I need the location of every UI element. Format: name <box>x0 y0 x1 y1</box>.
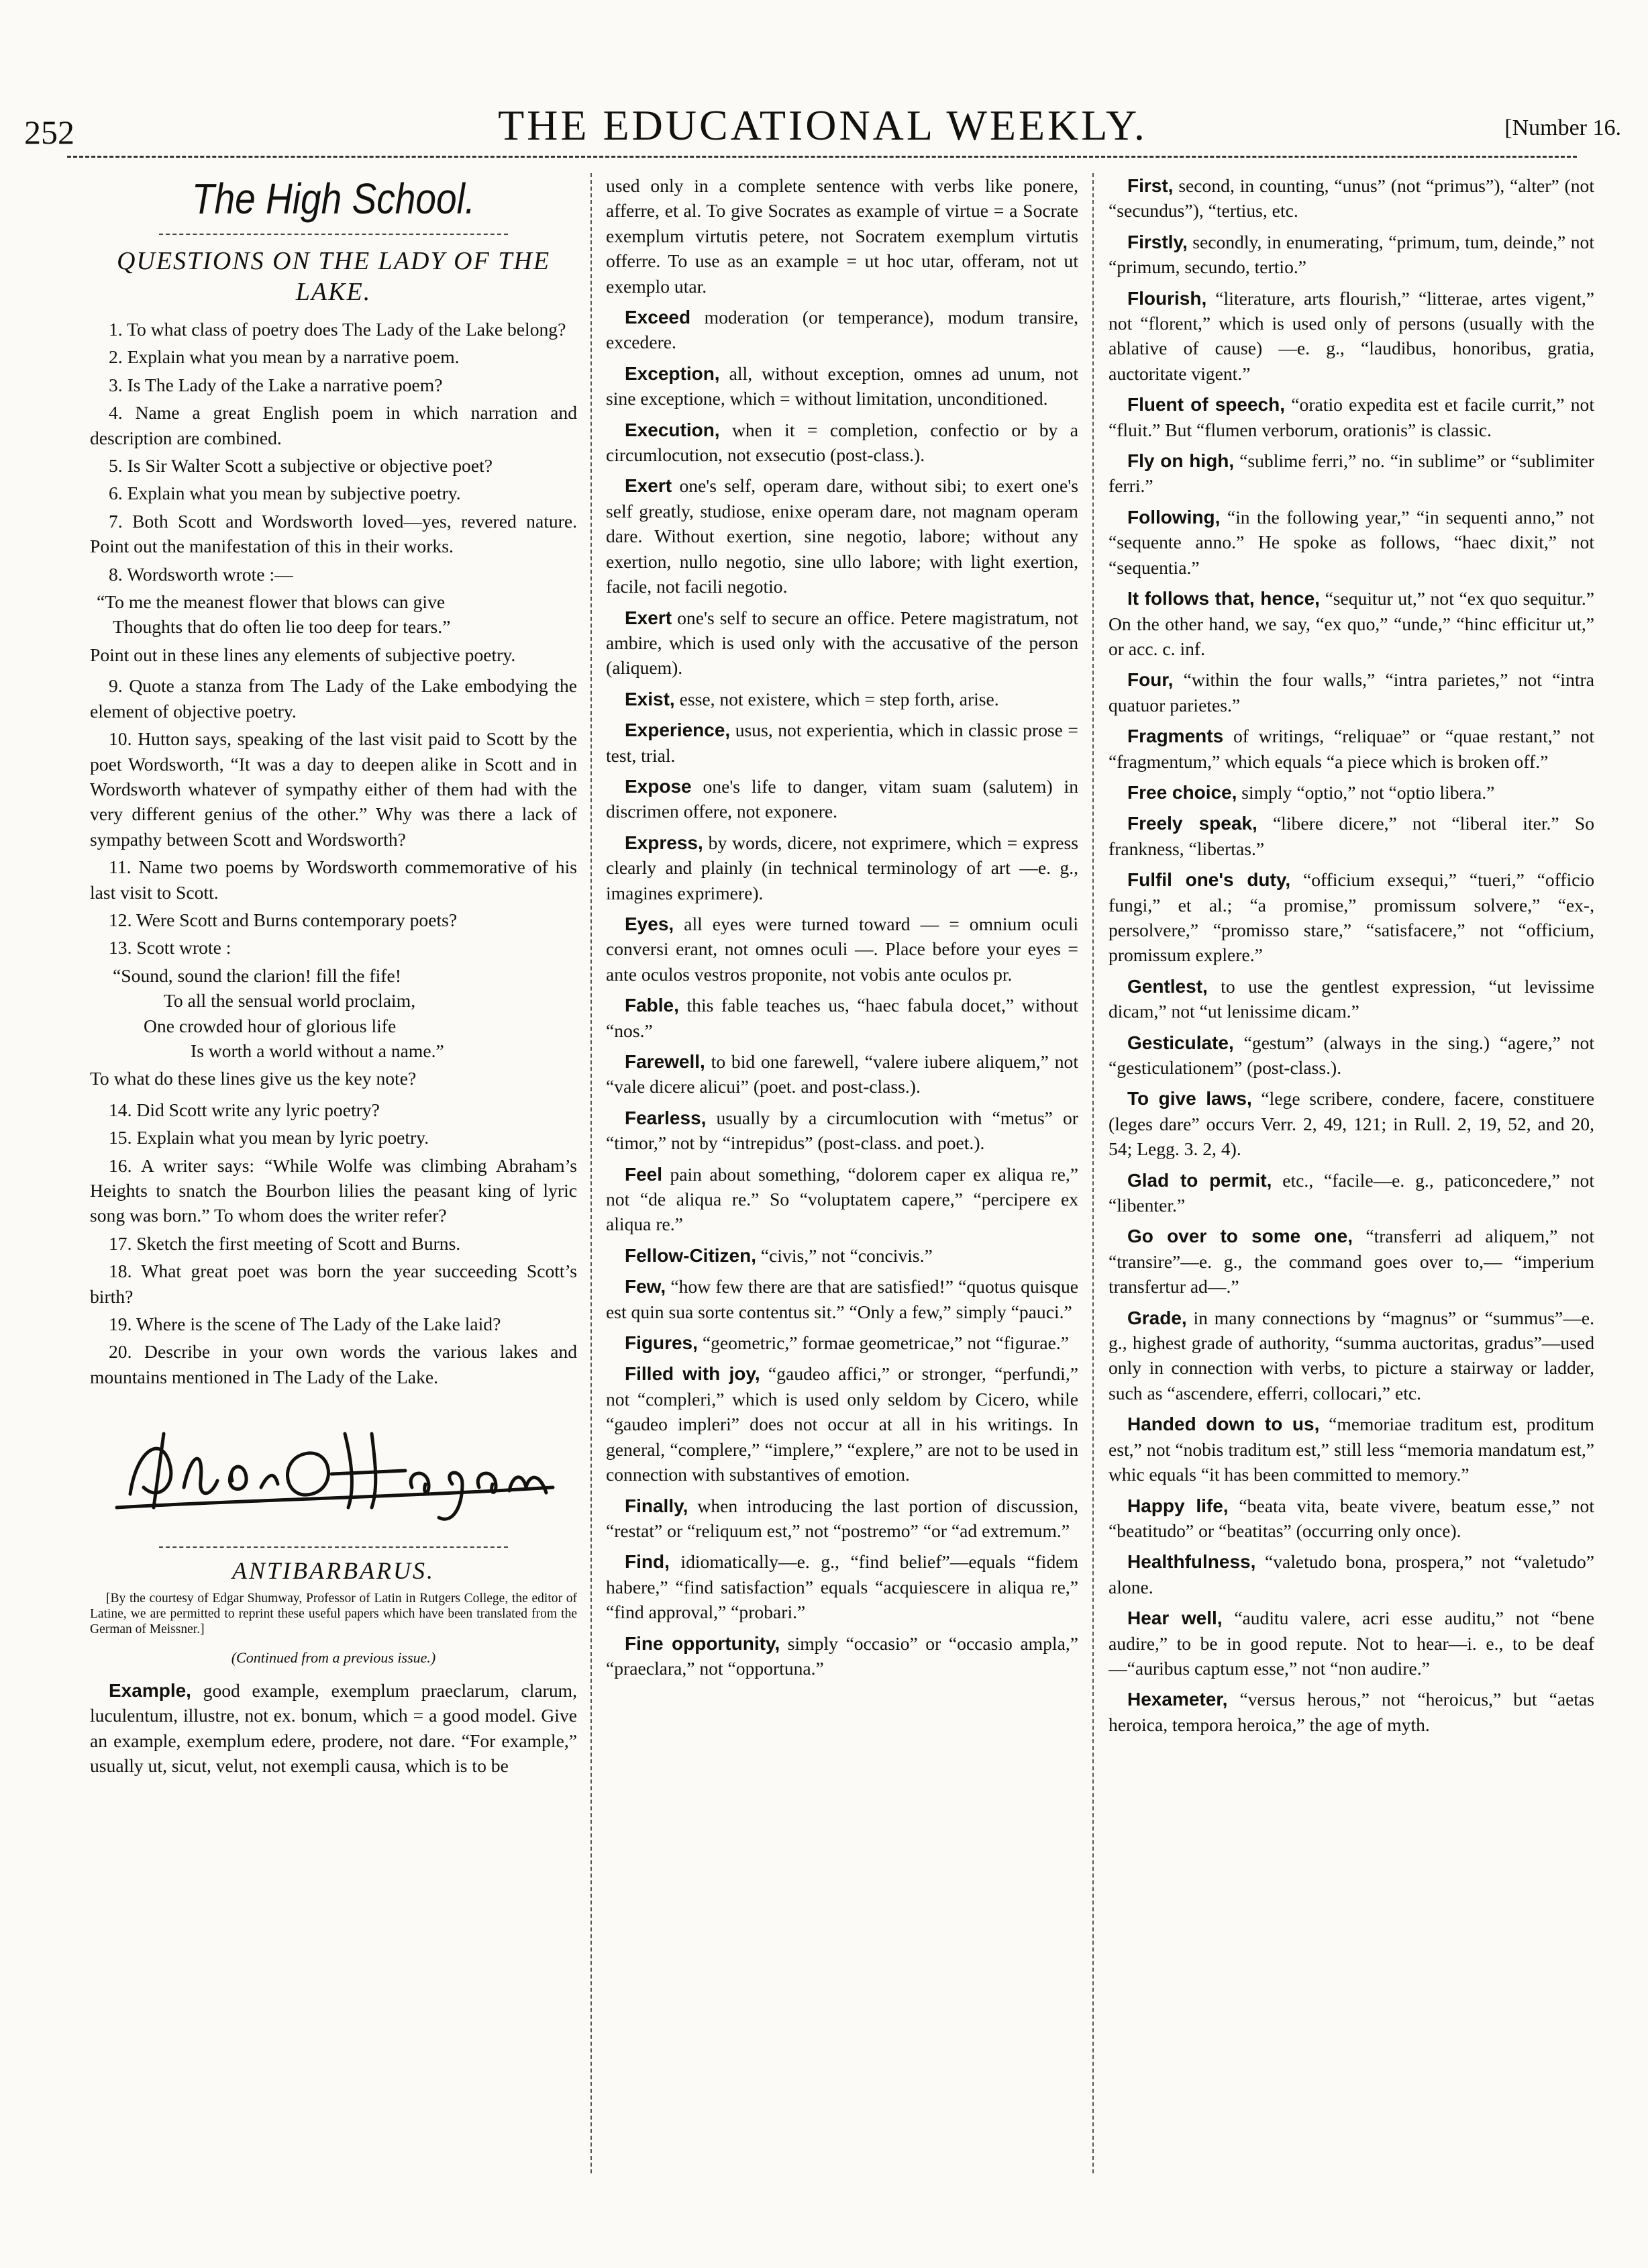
glossary-entry <box>1109 392 1594 442</box>
entry-text: “within the four walls,” “intra parietes,” not “intra quatuor parietes.” <box>1109 669 1594 716</box>
glossary-entry <box>1109 1493 1594 1544</box>
entry-text: “valetudo bona, prospera,” not “valetudo” alone. <box>1109 1551 1594 1597</box>
entry-text: “oratio expedita est et facile currit,” not “fluit.” But “flumen verborum, orationis” is classic. <box>1109 394 1594 440</box>
entry-text: “auditu valere, acri esse auditu,” not “bene audire,” to be in good repute. Not to hear—i. e., to be deaf—“auribus captum esse,” not “non audire.” <box>1109 1608 1594 1679</box>
entry-headword: Handed down to us, <box>1127 1414 1320 1435</box>
entry-headword: Healthfulness, <box>1127 1551 1256 1573</box>
glossary-entry <box>1109 505 1594 580</box>
entry-text: idiomatically—e. g., “find belief”—equals “fidem habere,” “find satisfaction” equals “acquiescere in aliqua re,” “find approval,” “probari.” <box>606 1551 1078 1623</box>
entry-text: “geometric,” formae geometricae,” not “figurae.” <box>697 1332 1070 1354</box>
entry-headword: Fine opportunity, <box>625 1632 780 1654</box>
header-rule <box>67 156 1577 158</box>
question: 3. Is The Lady of the Lake a narrative poem? <box>109 374 443 395</box>
entry-headword: Happy life, <box>1127 1495 1229 1516</box>
entry-headword: Fulfil one's duty, <box>1127 869 1291 891</box>
entry-headword: Flourish, <box>1127 287 1207 309</box>
entry-text: to use the gentlest expression, “ut levissime dicam,” not “ut lenissime dicam.” <box>1109 975 1594 1022</box>
entry-headword: Gesticulate, <box>1127 1032 1234 1053</box>
glossary-entry <box>606 718 1078 768</box>
entry-text: one's self to secure an office. Petere magistratum, not ambire, which is used only with the accusative of the person (aliquem). <box>606 607 1078 679</box>
entry-text: “transferri ad aliquem,” not “transire”—e. g., the command goes over to,— “imperium transfertur ad—.” <box>1109 1226 1594 1297</box>
entry-headword: Fearless, <box>625 1107 707 1128</box>
entry-headword: Fluent of speech, <box>1127 394 1286 415</box>
entry-headword: Exceed <box>625 307 691 328</box>
entry-headword: Fellow-Citizen, <box>625 1244 756 1266</box>
verse-line: To all the sensual world proclaim, <box>164 990 416 1012</box>
verse-line: Thoughts that do often lie too deep for tears.” <box>113 616 451 638</box>
entry-headword: Grade, <box>1127 1307 1187 1328</box>
entry-text: by words, dicere, not exprimere, which = express clearly and plainly (in technical terminology of art —e. g., imagines exprimere). <box>606 832 1078 903</box>
glossary-entry <box>1109 1030 1594 1081</box>
entry-headword: First, <box>1127 175 1174 196</box>
glossary-entry <box>1109 780 1594 805</box>
glossary-entry <box>1109 1606 1594 1681</box>
glossary-entry <box>1109 1305 1594 1406</box>
column-3 <box>1109 173 1594 2207</box>
entry-headword: To give laws, <box>1127 1088 1252 1110</box>
entry-headword: Exception, <box>625 362 720 384</box>
glossary-entry <box>1109 586 1594 661</box>
entry-headword: Four, <box>1127 669 1174 691</box>
entry-text: one's life to danger, vitam suam (salutem) in discrimen offere, not exponere. <box>606 775 1078 822</box>
glossary-entry <box>606 1162 1078 1237</box>
glossary-entry <box>606 361 1078 411</box>
entry-headword: Feel <box>625 1163 663 1185</box>
question: 7. Both Scott and Wordsworth loved—yes, revered nature. Point out the manifestation of this in their works. <box>90 510 577 557</box>
question: 18. What great poet was born the year succeeding Scott’s birth? <box>90 1261 577 1307</box>
glossary-entry <box>1109 1224 1594 1299</box>
credit-note: [By the courtesy of Edgar Shumway, Professor of Latin in Rutgers College, the editor of Latine, we are permitted to reprint these useful papers which have been translated from the German of Meissner.] <box>90 1591 577 1636</box>
glossary-entry <box>1109 1687 1594 1737</box>
page-header <box>24 101 1621 161</box>
glossary-entry <box>1109 1168 1594 1218</box>
question: 13. Scott wrote : <box>109 937 231 958</box>
entry-text: good example, exemplum praeclarum, clarum, luculentum, illustre, not ex. bonum, which = a good model. Give an example, exemplum edere, prodere, not dare. “For example,” usually ut, sicut, velut, not exempli causa, which is to be <box>90 1680 577 1777</box>
question: 15. Explain what you mean by lyric poetry. <box>109 1127 429 1148</box>
entry-text: etc., “facile—e. g., paticoncedere,” not “libenter.” <box>1109 1169 1594 1216</box>
question: 9. Quote a stanza from The Lady of the Lake embodying the element of objective poetry. <box>90 675 577 722</box>
entry-headword: Express, <box>625 832 703 853</box>
entry-text: “libere dicere,” not “liberal iter.” So frankness, “libertas.” <box>1109 813 1594 859</box>
quote-wordsworth <box>90 589 577 640</box>
entry-headword: Following, <box>1127 506 1221 528</box>
glossary-entry <box>606 774 1078 824</box>
entry-text: “gaudeo affici,” or stronger, “perfundi,” not “compleri,” which is used only seldom by Cicero, while “gaudeo impleri” does not occur at all in his writings. In general, “complere,” “implere,” “explere,” are not to be used in connection with substantives of emotion. <box>606 1363 1078 1485</box>
glossary-entry <box>606 473 1078 599</box>
glossary-entry <box>90 1678 577 1779</box>
entry-text: simply “occasio” or “occasio ampla,” “praeclara,” not “opportuna.” <box>606 1632 1078 1679</box>
glossary-entry <box>606 605 1078 681</box>
entry-headword: Execution, <box>625 419 720 440</box>
glossary-entry <box>606 1243 1078 1268</box>
question: 2. Explain what you mean by a narrative poem. <box>109 346 460 368</box>
question: 4. Name a great English poem in which narration and description are combined. <box>90 402 577 448</box>
entry-headword: Finally, <box>625 1495 688 1516</box>
entry-headword: Find, <box>625 1551 670 1573</box>
column-1 <box>90 173 577 2207</box>
section-rule <box>159 1546 508 1548</box>
entry-text: when it = completion, confectio or by a circumlocution, not exsecutio (post-class.). <box>606 419 1078 466</box>
entry-text: “gestum” (always in the sing.) “agere,” not “gesticulationem” (post-class.). <box>1109 1032 1594 1078</box>
entry-headword: Fly on high, <box>1127 450 1235 472</box>
entry-headword: Exert <box>625 475 672 497</box>
glossary-entry <box>606 1105 1078 1156</box>
question: 19. Where is the scene of The Lady of the Lake laid? <box>109 1314 501 1335</box>
entry-text: “civis,” not “concivis.” <box>756 1244 933 1266</box>
glossary-entry <box>1109 724 1594 774</box>
entry-headword: It follows that, hence, <box>1127 588 1320 609</box>
entry-headword: Gentlest, <box>1127 975 1208 997</box>
handwritten-signature <box>90 1407 577 1534</box>
question-continuation: To what do these lines give us the key note? <box>90 1068 417 1089</box>
entry-headword: Glad to permit, <box>1127 1169 1272 1191</box>
entry-text: “sublime ferri,” no. “in sublime” or “sublimiter ferri.” <box>1109 450 1594 497</box>
entry-headword: Expose <box>625 775 692 797</box>
article-title: QUESTIONS ON THE LADY OF THE LAKE. <box>116 247 551 306</box>
continued-note: (Continued from a previous issue.) <box>231 1648 436 1666</box>
entry-text: usually by a circumlocution with “metus” or “timor,” not by “intrepidus” (post-class. and poet.). <box>606 1107 1078 1154</box>
verse-line: “To me the meanest flower that blows can give <box>97 591 446 613</box>
entry-headword: Free choice, <box>1127 781 1237 803</box>
column-divider <box>590 173 592 2173</box>
question: 8. Wordsworth wrote :— <box>109 563 293 585</box>
antibarbarus-title: ANTIBARBARUS. <box>232 1557 435 1585</box>
glossary-entry <box>1109 286 1594 387</box>
entry-text: simply “optio,” not “optio libera.” <box>1237 781 1495 803</box>
glossary-entry <box>1109 1086 1594 1161</box>
entry-text: to bid one farewell, “valere iubere aliquem,” not “vale dicere alicui” (poet. and post-class.). <box>606 1051 1078 1097</box>
section-title: The High School. <box>191 175 476 223</box>
glossary-entry <box>606 1274 1078 1324</box>
question: 12. Were Scott and Burns contemporary poets? <box>109 909 458 930</box>
entry-text: when introducing the last portion of discussion, “restat” or “reliquum est,” not “postremo” “or “ad extremum.” <box>606 1495 1078 1541</box>
entry-headword: Example, <box>109 1680 191 1702</box>
page-number: 252 <box>24 113 74 151</box>
entry-headword: Fragments <box>1127 726 1224 747</box>
glossary-entry <box>1109 1412 1594 1487</box>
entry-text: all eyes were turned toward — = omnium oculi conversi erant, not omnes oculi —. Place before your eyes = ante oculos vestros proponite, not vobis ante oculos pr. <box>606 913 1078 985</box>
entry-text: moderation (or temperance), modum transire, excedere. <box>606 307 1078 353</box>
quote-scott <box>90 963 577 1064</box>
entry-text: “sequitur ut,” not “ex quo sequitur.” On the other hand, we say, “ex quo,” “unde,” “hinc efficitur ut,” or acc. c. inf. <box>1109 588 1594 659</box>
question-list <box>90 317 577 1389</box>
glossary-entry <box>606 1330 1078 1355</box>
entry-continuation: used only in a complete sentence with verbs like ponere, afferre, et al. To give Socrates as example of virtue = a Socrate exemplum virtutis petere, not Socratem exemplum virtutis offerre. To use as an example = ut hoc utar, offeram, not ut exemplo utar. <box>606 175 1078 297</box>
entry-text: pain about something, “dolorem caper ex aliqua re,” not “de aliqua re.” So “voluptatem capere,” “percipere ex aliqua re.” <box>606 1163 1078 1235</box>
entry-text: second, in counting, “unus” (not “primus”), “alter” (not “secundus”), “tertius, etc. <box>1109 175 1594 221</box>
question: 16. A writer says: “While Wolfe was climbing Abraham’s Heights to snatch the Bourbon lilies the peasant king of lyric song was born.” To whom does the writer refer? <box>90 1154 577 1226</box>
entry-text: “literature, arts flourish,” “litterae, artes vigent,” not “florent,” which is used only of persons (usually with the ablative of cause) —e. g., “laudibus, honoribus, gratia, auctoritate vigent.” <box>1109 287 1594 384</box>
question: 11. Name two poems by Wordsworth commemorative of his last visit to Scott. <box>90 856 577 903</box>
column-divider <box>1092 173 1094 2173</box>
question: 1. To what class of poetry does The Lady of the Lake belong? <box>109 319 566 340</box>
question: 6. Explain what you mean by subjective poetry. <box>109 483 461 504</box>
question: 20. Describe in your own words the various lakes and mountains mentioned in The Lady of the Lake. <box>90 1341 577 1387</box>
entry-text: “versus herous,” not “heroicus,” but “aetas heroica, tempora heroica,” the age of myth. <box>1109 1689 1594 1735</box>
section-rule <box>159 234 508 235</box>
entry-text: of writings, “reliquae” or “quae restant,” not “fragmentum,” which equals “a piece which is broken off.” <box>1109 726 1594 772</box>
glossary-entry <box>1109 448 1594 499</box>
entry-headword: Farewell, <box>625 1051 705 1072</box>
glossary-entry <box>606 1361 1078 1487</box>
entry-text: this fable teaches us, “haec fabula docet,” without “nos.” <box>606 995 1078 1041</box>
glossary-entry <box>1109 667 1594 718</box>
entry-text: “beata vita, beate vivere, beatum esse,” not “beatitudo” or “beatitas” (occurring only once). <box>1109 1495 1594 1541</box>
verse-line: Is worth a world without a name.” <box>191 1040 444 1061</box>
entry-headword: Fable, <box>625 995 679 1016</box>
glossary-entry <box>1109 867 1594 968</box>
glossary-entry <box>606 830 1078 905</box>
entry-text: usus, not experientia, which in classic prose = test, trial. <box>606 720 1078 766</box>
entry-headword: Figures, <box>625 1332 698 1354</box>
entry-text: “how few there are that are satisfied!” “quotus quisque est quin sua sorte contentus sit.” “Only a few,” simply “pauci.” <box>606 1276 1078 1322</box>
question: 10. Hutton says, speaking of the last visit paid to Scott by the poet Wordsworth, “It was a day to deepen alike in Scott and in Wordsworth whatever of sympathy either of them had with the very different genius of the other.” Why was there a lack of sympathy between Scott and Wordsworth? <box>90 728 577 850</box>
verse-line: “Sound, sound the clarion! fill the fife! <box>113 965 401 986</box>
glossary-entry <box>1109 230 1594 280</box>
entry-headword: Eyes, <box>625 913 674 934</box>
entry-headword: Experience, <box>625 720 731 741</box>
glossary-entry <box>606 1549 1078 1624</box>
entry-headword: Filled with joy, <box>625 1363 760 1385</box>
entry-text: “memoriae traditum est, proditum est,” not “nobis traditum est,” still less “memoria mandatum est,” whic equals “it has been committed to memory.” <box>1109 1414 1594 1485</box>
issue-number: [Number 16. <box>1504 115 1621 140</box>
verse-line: One crowded hour of glorious life <box>144 1015 397 1036</box>
glossary-entry <box>606 911 1078 987</box>
entry-text: “lege scribere, condere, facere, constituere (leges dare” occurs Verr. 2, 49, 121; in Rull. 2, 19, 52, and 20, 54; Legg. 3. 2, 4). <box>1109 1088 1594 1160</box>
entry-headword: Hear well, <box>1127 1608 1223 1629</box>
glossary-entry <box>606 687 1078 711</box>
entry-text: in many connections by “magnus” or “summus”—e. g., highest grade of authority, “summa auctoritas, gradus”—used only in connection with verbs, to picture a stairway or ladder, such as “ascendere, efferri, collocari,” etc. <box>1109 1307 1594 1403</box>
column-2 <box>606 173 1078 2207</box>
entry-headword: Hexameter, <box>1127 1689 1228 1710</box>
glossary-entry <box>606 417 1078 468</box>
entry-text: “officium exsequi,” “tueri,” “officio fungi,” et al.; “a promise,” promissum solvere,” “ex-, persolvere,” “promisso stare,” “satisfacere,” not “officium, promissum explere.” <box>1109 869 1594 966</box>
glossary-entry <box>606 993 1078 1043</box>
glossary-entry <box>1109 974 1594 1024</box>
entry-headword: Few, <box>625 1276 666 1297</box>
entry-text: secondly, in enumerating, “primum, tum, deinde,” not “primum, secundo, tertio.” <box>1109 231 1594 278</box>
glossary-entry <box>1109 811 1594 861</box>
entry-headword: Freely speak, <box>1127 813 1257 834</box>
question: 17. Sketch the first meeting of Scott and Burns. <box>109 1232 461 1254</box>
entry-headword: Firstly, <box>1127 231 1188 252</box>
question: 5. Is Sir Walter Scott a subjective or objective poet? <box>109 455 493 477</box>
entry-text: “in the following year,” “in sequenti anno,” not “sequente anno.” He spoke as follows, “haec dixit,” not “sequentia.” <box>1109 506 1594 578</box>
entry-headword: Go over to some one, <box>1127 1226 1353 1247</box>
signature-image <box>90 1407 577 1534</box>
glossary-entry <box>606 1631 1078 1681</box>
entry-text: one's self, operam dare, without sibi; to exert one's self greatly, studiose, enixe operam dare, not magnam operam dare. Without exertion, sine negotio, labore; without any exertion, nullo negotio, sine ullo labore; with light exertion, facile, not facili negotio. <box>606 475 1078 597</box>
glossary-entry <box>1109 1549 1594 1599</box>
entry-headword: Exert <box>625 607 672 628</box>
question: 14. Did Scott write any lyric poetry? <box>109 1099 380 1120</box>
glossary-entry <box>606 305 1078 355</box>
question-continuation: Point out in these lines any elements of subjective poetry. <box>90 644 516 665</box>
glossary-entry <box>606 1049 1078 1099</box>
entry-text: all, without exception, omnes ad unum, not sine exceptione, which = without limitation, unconditioned. <box>606 362 1078 409</box>
entry-headword: Exist, <box>625 688 675 709</box>
glossary-entry <box>1109 173 1594 224</box>
entry-text: esse, not existere, which = step forth, arise. <box>674 688 999 709</box>
glossary-entry <box>606 1493 1078 1544</box>
journal-title: THE EDUCATIONAL WEEKLY. <box>498 101 1147 149</box>
